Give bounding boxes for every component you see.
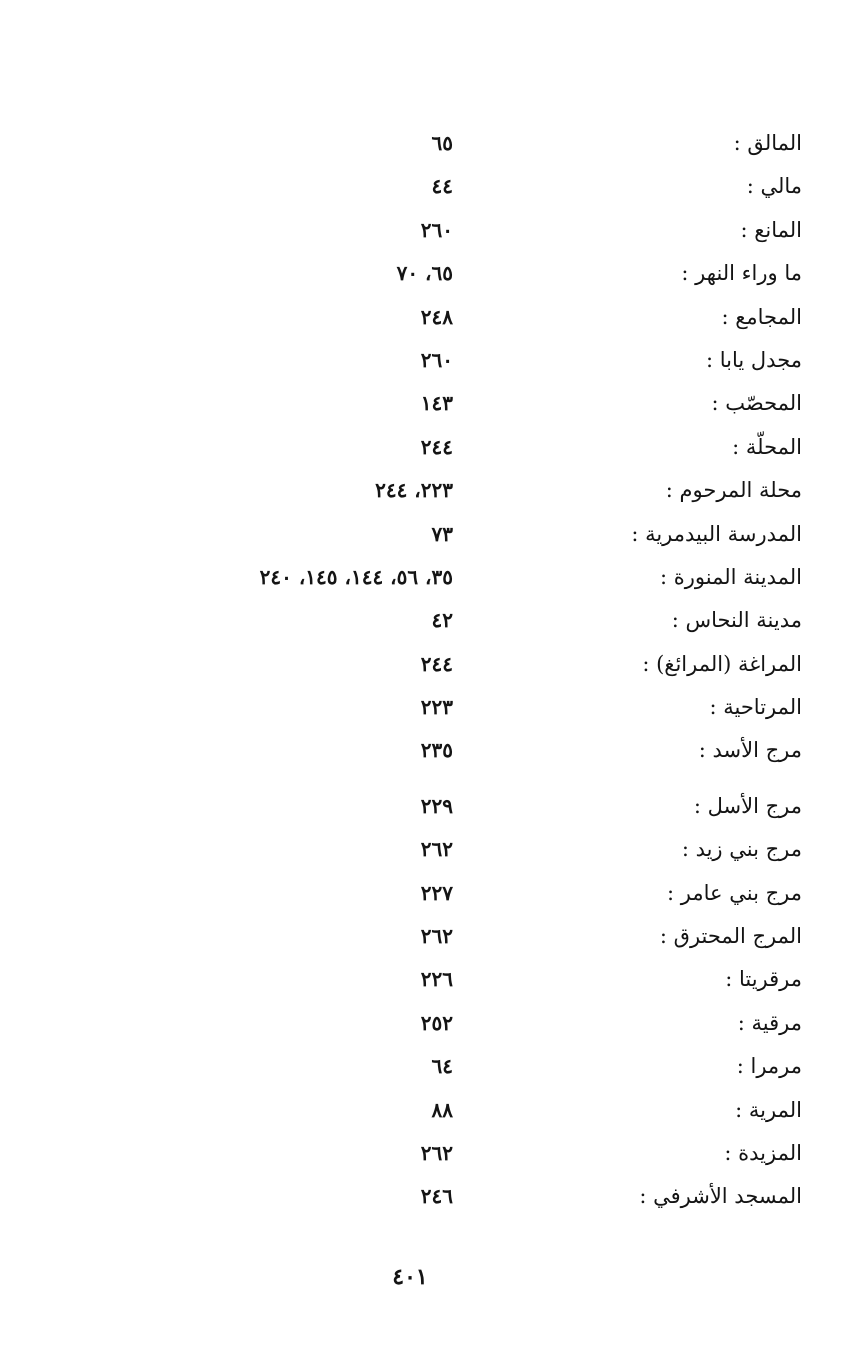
page-references: ٢٦٠	[420, 217, 453, 242]
index-entry	[0, 296, 849, 339]
page-references: ٢٢٣، ٢٤٤	[375, 478, 453, 503]
place-name: المالق :	[733, 131, 802, 155]
page-references: ٢٦٢	[420, 924, 453, 949]
index-entry	[0, 209, 849, 252]
page-number: ٤٠١	[392, 1264, 428, 1290]
page-references: ٢٢٧	[420, 880, 453, 905]
index-entry	[0, 122, 849, 165]
index-entry	[0, 252, 849, 295]
index-entry	[0, 958, 849, 1001]
page-references: ٢٣٥	[420, 738, 453, 763]
page-references: ٤٤	[431, 174, 453, 199]
place-name: مالي :	[746, 174, 802, 199]
place-name: المرج المحترق :	[659, 924, 802, 949]
page-references: ٨٨	[431, 1097, 453, 1122]
place-name: المزيدة :	[724, 1140, 802, 1165]
place-name: مدينة النحاس :	[671, 608, 802, 633]
place-name: مرقية :	[737, 1010, 802, 1035]
page-references: ٦٥	[431, 131, 453, 155]
page-references: ٧٣	[431, 521, 453, 546]
page-references: ٢٢٩	[420, 793, 453, 818]
index-entry	[0, 686, 849, 729]
place-name: المرية :	[735, 1097, 802, 1122]
page-references: ٦٤	[431, 1054, 453, 1079]
page-references: ٢٤٦	[420, 1184, 453, 1209]
page-references: ٢٤٤	[420, 651, 453, 676]
index-entry	[0, 1175, 849, 1218]
place-name: المحصّب :	[711, 391, 802, 416]
place-name: مرج بني زيد :	[681, 837, 802, 862]
index-entry	[0, 556, 849, 599]
place-name: مرج الأسل :	[693, 793, 802, 818]
place-name: مرمرا :	[736, 1054, 802, 1079]
index-entry	[0, 828, 849, 871]
place-name: المانع :	[740, 217, 802, 242]
place-name: المحلّة :	[732, 434, 802, 459]
index-entry	[0, 382, 849, 425]
index-entry	[0, 872, 849, 915]
place-name: المجامع :	[721, 304, 802, 329]
place-name: المدرسة البيدمرية :	[631, 521, 802, 546]
index-entry	[0, 729, 849, 772]
page-references: ٢٦٠	[420, 347, 453, 372]
index-entry	[0, 469, 849, 512]
index-entry	[0, 1045, 849, 1088]
index-entry	[0, 165, 849, 208]
page-references: ٢٥٢	[420, 1010, 453, 1035]
page-references: ٢٤٨	[420, 304, 453, 329]
place-name: ما وراء النهر :	[681, 261, 802, 286]
index-entry	[0, 339, 849, 382]
page-references: ٢٦٢	[420, 837, 453, 862]
index-entry	[0, 1089, 849, 1132]
index-entry	[0, 1132, 849, 1175]
page-references: ٢٤٤	[420, 434, 453, 459]
place-name: مرقريتا :	[725, 967, 802, 992]
place-name: مجدل يابا :	[706, 347, 802, 372]
index-entry	[0, 785, 849, 828]
index-entry	[0, 513, 849, 556]
page-references: ١٤٣	[420, 391, 453, 416]
page-references: ٤٢	[431, 608, 453, 633]
place-index-list	[0, 122, 849, 1219]
place-name: المدينة المنورة :	[660, 564, 802, 589]
page-references: ٦٥، ٧٠	[396, 261, 453, 286]
index-entry	[0, 426, 849, 469]
index-entry	[0, 643, 849, 686]
page-references: ٢٢٦	[420, 967, 453, 992]
page-references: ٢٦٢	[420, 1140, 453, 1165]
place-name: المراغة (المرائغ) :	[642, 651, 802, 676]
index-entry	[0, 1002, 849, 1045]
index-entry	[0, 915, 849, 958]
place-name: محلة المرحوم :	[665, 478, 802, 503]
page-references: ٢٢٣	[420, 695, 453, 720]
place-name: مرج الأسد :	[698, 738, 802, 763]
index-entry	[0, 599, 849, 642]
place-name: مرج بني عامر :	[667, 880, 802, 905]
place-name: المسجد الأشرفي :	[639, 1184, 802, 1209]
place-name: المرتاحية :	[709, 695, 802, 720]
page-references: ٣٥، ٥٦، ١٤٤، ١٤٥، ٢٤٠	[259, 564, 453, 589]
